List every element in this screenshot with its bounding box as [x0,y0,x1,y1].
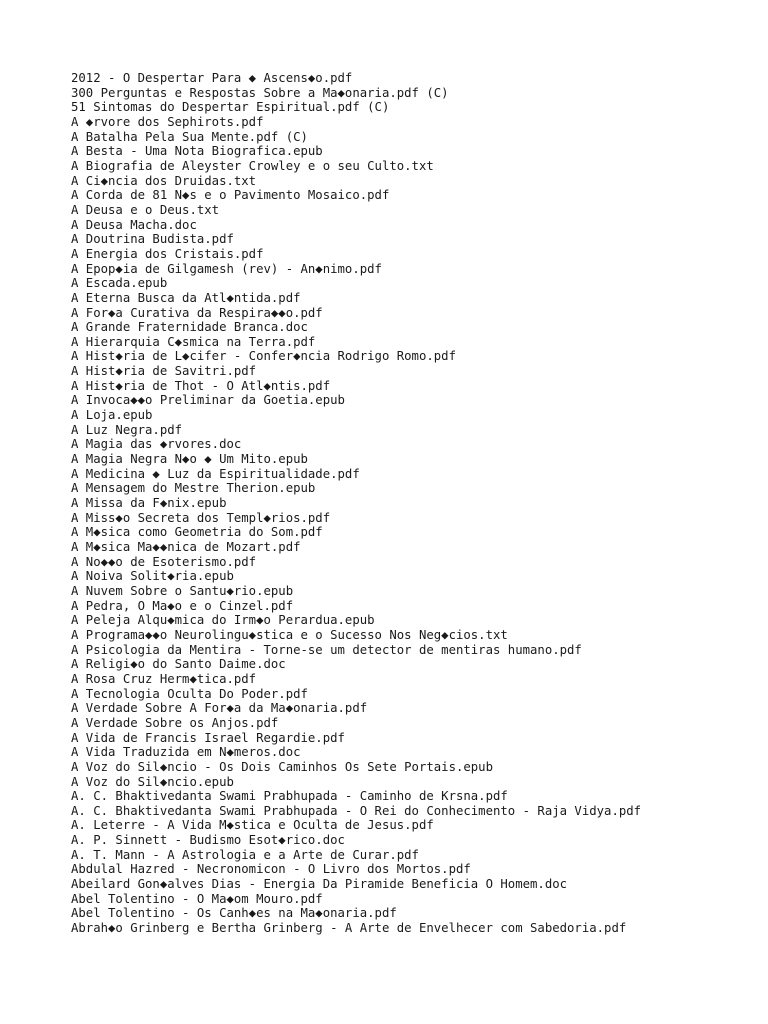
file-list-item: A. T. Mann - A Astrologia e a Arte de Curar.pdf [71,847,419,862]
file-list-item: A For◆a Curativa da Respira◆◆o.pdf [71,305,323,320]
file-list-item: A Eterna Busca da Atl◆ntida.pdf [71,290,301,305]
file-list-item: A Verdade Sobre A For◆a da Ma◆onaria.pdf [71,701,368,716]
file-list-item: A Grande Fraternidade Branca.doc [71,320,308,335]
file-list-item: A Escada.epub [71,276,168,291]
file-list-item: A Vida de Francis Israel Regardie.pdf [71,730,345,745]
file-list-item: A Besta - Uma Nota Biografica.epub [71,144,323,159]
file-list-item: A Biografia de Aleyster Crowley e o seu Culto.txt [71,158,434,173]
file-list-item: 51 Sintomas do Despertar Espiritual.pdf (C) [71,100,390,115]
file-list-item: A Epop◆ia de Gilgamesh (rev) - An◆nimo.pdf [71,261,382,276]
file-list-item: A Religi◆o do Santo Daime.doc [71,657,286,672]
file-list-item: A Invoca◆◆o Preliminar da Goetia.epub [71,393,345,408]
file-list-item: Abdulal Hazred - Necronomicon - O Livro dos Mortos.pdf [71,862,471,877]
file-list-item: A Ci◆ncia dos Druidas.txt [71,173,257,188]
file-list-item: A Hist◆ria de Thot - O Atl◆ntis.pdf [71,378,331,393]
file-list-item: A ◆rvore dos Sephirots.pdf [71,114,264,129]
file-list-item: A M◆sica como Geometria do Som.pdf [71,525,323,540]
file-list-item: A Hist◆ria de L◆cifer - Confer◆ncia Rodrigo Romo.pdf [71,349,456,364]
file-list-item: A Deusa Macha.doc [71,217,197,232]
file-list-item: A Batalha Pela Sua Mente.pdf (C) [71,129,308,144]
file-list-item: A Magia das ◆rvores.doc [71,437,242,452]
file-list-item: Abrah◆o Grinberg e Bertha Grinberg - A Arte de Envelhecer com Sabedoria.pdf [71,921,627,936]
file-list-item: A Voz do Sil◆ncio.epub [71,774,234,789]
file-list-item: A. C. Bhaktivedanta Swami Prabhupada - Caminho de Krsna.pdf [71,789,508,804]
file-list-item: A Verdade Sobre os Anjos.pdf [71,715,279,730]
file-list-item: A No◆◆o de Esoterismo.pdf [71,554,257,569]
file-list-item: A Luz Negra.pdf [71,422,183,437]
file-list-item: A Programa◆◆o Neurolingu◆stica e o Sucesso Nos Neg◆cios.txt [71,627,508,642]
file-list-item: A M◆sica Ma◆◆nica de Mozart.pdf [71,540,301,554]
file-list-item: A Mensagem do Mestre Therion.epub [71,481,316,496]
file-list-item: A Medicina ◆ Luz da Espiritualidade.pdf [71,466,360,481]
file-list-item: A Noiva Solit◆ria.epub [71,569,234,584]
file-list-item: A Hist◆ria de Savitri.pdf [71,364,257,379]
file-list-item: A Loja.epub [71,408,153,423]
file-list-item: A Deusa e o Deus.txt [71,202,220,217]
file-list-item: A Psicologia da Mentira - Torne-se um detector de mentiras humano.pdf [71,642,582,657]
file-list-item: A Vida Traduzida em N◆meros.doc [71,745,301,760]
file-list-item: A Corda de 81 N◆s e o Pavimento Mosaico.pdf [71,188,390,203]
file-list-item: A Hierarquia C◆smica na Terra.pdf [71,334,316,349]
file-list-item: 2012 - O Despertar Para ◆ Ascens◆o.pdf [71,71,353,85]
file-list [71,71,641,936]
file-list-item: Abel Tolentino - O Ma◆om Mouro.pdf [71,891,323,906]
file-list-item: A. P. Sinnett - Budismo Esot◆rico.doc [71,833,345,848]
file-list-item: A Energia dos Cristais.pdf [71,246,264,261]
file-list-item: 300 Perguntas e Respostas Sobre a Ma◆onaria.pdf (C) [71,85,449,100]
file-list-item: Abeilard Gon◆alves Dias - Energia Da Piramide Beneficia O Homem.doc [71,877,568,892]
file-list-item: A Miss◆o Secreta dos Templ◆rios.pdf [71,510,331,525]
file-list-item: A Rosa Cruz Herm◆tica.pdf [71,671,257,686]
file-list-item: A Pedra, O Ma◆o e o Cinzel.pdf [71,598,294,613]
file-list-item: A Magia Negra N◆o ◆ Um Mito.epub [71,452,308,467]
file-list-item: A Peleja Alqu◆mica do Irm◆o Perardua.epub [71,613,375,628]
file-list-item: Abel Tolentino - Os Canh◆es na Ma◆onaria.pdf [71,906,397,921]
file-list-item: A Voz do Sil◆ncio - Os Dois Caminhos Os Sete Portais.epub [71,759,493,774]
file-list-item: A. C. Bhaktivedanta Swami Prabhupada - O Rei do Conhecimento - Raja Vidya.pdf [71,803,642,818]
file-list-item: A Doutrina Budista.pdf [71,232,234,247]
file-list-item: A Nuvem Sobre o Santu◆rio.epub [71,583,294,598]
file-list-item: A Tecnologia Oculta Do Poder.pdf [71,686,308,701]
file-list-item: A. Leterre - A Vida M◆stica e Oculta de Jesus.pdf [71,818,434,833]
file-list-item: A Missa da F◆nix.epub [71,496,227,511]
